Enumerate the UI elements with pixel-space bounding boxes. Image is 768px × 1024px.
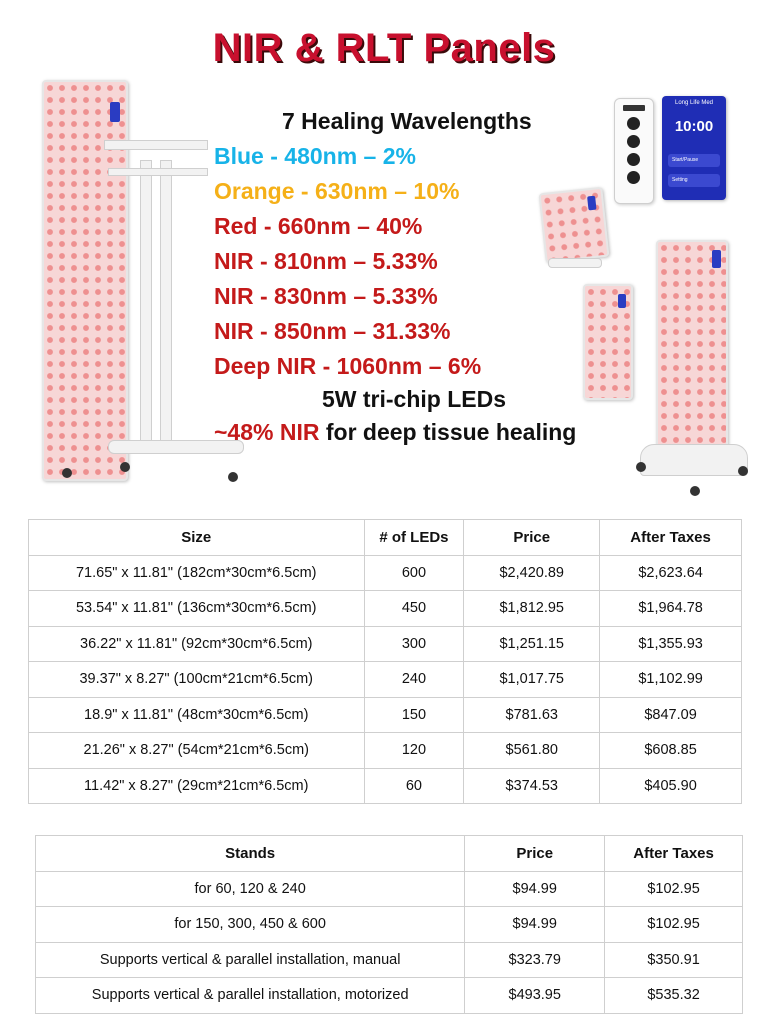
cell-after-taxes: $102.95 — [605, 907, 743, 943]
medium-led-panel-image — [583, 284, 633, 400]
cell-size: 21.26" x 8.27" (54cm*21cm*6.5cm) — [29, 733, 365, 769]
table-header-row — [29, 520, 742, 556]
header-price: Price — [464, 520, 600, 556]
page-title: NIR & RLT Panels — [212, 26, 556, 70]
cell-after-taxes: $102.95 — [605, 871, 743, 907]
table-row — [29, 662, 742, 698]
cell-leds: 120 — [364, 733, 464, 769]
wavelength-blue: Blue - 480nm – 2% — [214, 143, 416, 169]
cell-size: 39.37" x 8.27" (100cm*21cm*6.5cm) — [29, 662, 365, 698]
header-price: Price — [465, 836, 605, 872]
cell-after-taxes: $405.90 — [600, 768, 742, 804]
wavelength-nir-850: NIR - 850nm – 31.33% — [214, 318, 451, 344]
cell-price: $94.99 — [465, 907, 605, 943]
tablet-setting-button: Setting — [668, 174, 720, 187]
cell-leds: 150 — [364, 697, 464, 733]
header-after-taxes: After Taxes — [600, 520, 742, 556]
right-led-panel-image — [656, 240, 728, 456]
header-leds: # of LEDs — [364, 520, 464, 556]
tablet-start-button: Start/Pause — [668, 154, 720, 167]
table-row — [29, 555, 742, 591]
table-row — [29, 697, 742, 733]
cell-stand: for 60, 120 & 240 — [36, 871, 465, 907]
cell-price: $1,017.75 — [464, 662, 600, 698]
cell-price: $2,420.89 — [464, 555, 600, 591]
wavelength-deep-nir: Deep NIR - 1060nm – 6% — [214, 353, 482, 379]
table-row — [36, 871, 743, 907]
cell-leds: 300 — [364, 626, 464, 662]
panels-price-table — [28, 519, 742, 804]
wavelength-orange: Orange - 630nm – 10% — [214, 178, 460, 204]
panel-base-stand — [640, 444, 748, 476]
cell-after-taxes: $535.32 — [605, 978, 743, 1014]
wavelength-heading: 7 Healing Wavelengths — [282, 108, 532, 134]
table-header-row — [36, 836, 743, 872]
remote-control-image — [614, 98, 654, 204]
cell-after-taxes: $608.85 — [600, 733, 742, 769]
cell-leds: 60 — [364, 768, 464, 804]
cell-price: $1,812.95 — [464, 591, 600, 627]
led-note: 5W tri-chip LEDs — [322, 386, 507, 412]
table-row — [36, 978, 743, 1014]
table-row — [29, 591, 742, 627]
table-row — [36, 942, 743, 978]
cell-after-taxes: $1,102.99 — [600, 662, 742, 698]
cell-stand: Supports vertical & parallel installation, motorized — [36, 978, 465, 1014]
table-row — [29, 768, 742, 804]
cell-size: 53.54" x 11.81" (136cm*30cm*6.5cm) — [29, 591, 365, 627]
cell-leds: 240 — [364, 662, 464, 698]
table-row — [29, 733, 742, 769]
cell-size: 36.22" x 11.81" (92cm*30cm*6.5cm) — [29, 626, 365, 662]
cell-price: $493.95 — [465, 978, 605, 1014]
nir-note — [214, 419, 576, 446]
cell-leds: 450 — [364, 591, 464, 627]
cell-price: $94.99 — [465, 871, 605, 907]
table-row — [29, 626, 742, 662]
cell-price: $374.53 — [464, 768, 600, 804]
cell-price: $561.80 — [464, 733, 600, 769]
cell-after-taxes: $2,623.64 — [600, 555, 742, 591]
tablet-logo: Long Life Med — [674, 100, 714, 106]
cell-price: $1,251.15 — [464, 626, 600, 662]
cell-after-taxes: $350.91 — [605, 942, 743, 978]
table-row — [36, 907, 743, 943]
cell-stand: for 150, 300, 450 & 600 — [36, 907, 465, 943]
header-stands: Stands — [36, 836, 465, 872]
cell-price: $781.63 — [464, 697, 600, 733]
small-led-panel-image — [539, 187, 610, 263]
tablet-controller-image — [662, 96, 726, 200]
cell-price: $323.79 — [465, 942, 605, 978]
stands-price-table — [35, 835, 743, 1014]
wavelength-red: Red - 660nm – 40% — [214, 213, 423, 239]
header-after-taxes: After Taxes — [605, 836, 743, 872]
wavelength-nir-810: NIR - 810nm – 5.33% — [214, 248, 438, 274]
cell-size: 18.9" x 11.81" (48cm*30cm*6.5cm) — [29, 697, 365, 733]
cell-after-taxes: $1,355.93 — [600, 626, 742, 662]
wavelength-nir-830: NIR - 830nm – 5.33% — [214, 283, 438, 309]
tablet-clock: 10:00 — [674, 118, 714, 135]
cell-after-taxes: $847.09 — [600, 697, 742, 733]
cell-leds: 600 — [364, 555, 464, 591]
cell-after-taxes: $1,964.78 — [600, 591, 742, 627]
nir-note-percent: ~48% NIR — [214, 419, 320, 445]
cell-stand: Supports vertical & parallel installation, manual — [36, 942, 465, 978]
header-size: Size — [29, 520, 365, 556]
nir-note-text: for deep tissue healing — [319, 419, 577, 445]
cell-size: 11.42" x 8.27" (29cm*21cm*6.5cm) — [29, 768, 365, 804]
cell-size: 71.65" x 11.81" (182cm*30cm*6.5cm) — [29, 555, 365, 591]
